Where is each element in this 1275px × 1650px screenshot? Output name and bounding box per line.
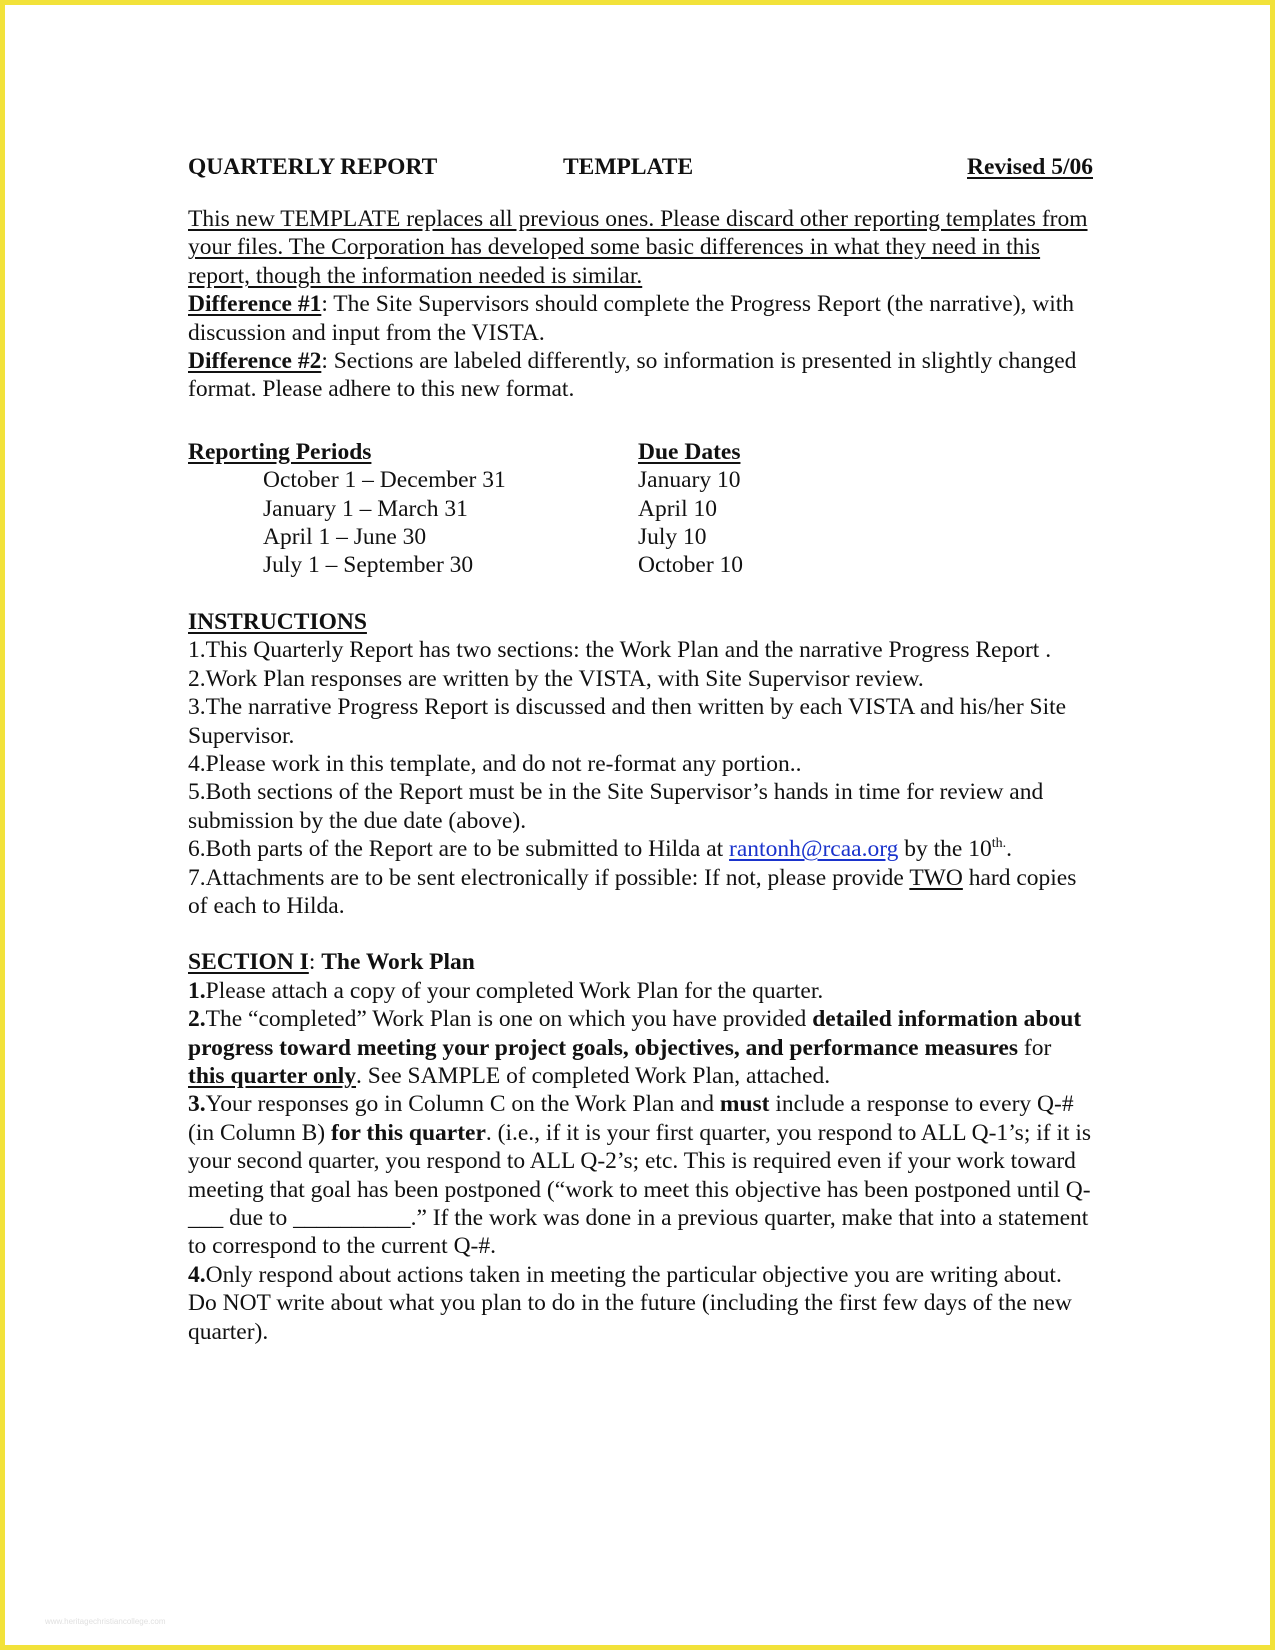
item-text: Only respond about actions taken in meeting the particular objective you are writing about. Do NOT write about what you plan to do in the future (including the first few days of the new quarter).: [188, 1261, 1072, 1345]
section-1-colon: :: [308, 949, 322, 976]
template-label: TEMPLATE: [563, 154, 694, 180]
item-emphasis-underline: this quarter only: [188, 1062, 356, 1089]
report-header: [188, 153, 1093, 183]
instruction-6-text: 6.Both parts of the Report are to be submitted to Hilda at: [188, 836, 730, 863]
instruction-7-text: 7.Attachments are to be sent electronically if possible: If not, please provide: [188, 864, 910, 891]
difference-2-text: : Sections are labeled differently, so information is presented in slightly changed format. Please adhere to this new format.: [188, 348, 1077, 403]
instruction-item: [188, 864, 1093, 921]
ordinal-superscript: th.: [991, 836, 1007, 852]
instruction-6-suffix: by the 10: [898, 836, 992, 863]
section-1-item: [188, 1005, 1093, 1090]
watermark-text: www.heritagechristiancollege.com: [45, 1617, 166, 1626]
period-row: July 1 – September 30: [263, 552, 474, 579]
section-1-item: [188, 977, 1093, 1005]
item-emphasis: for this quarter: [330, 1119, 486, 1146]
difference-2: [188, 347, 1093, 404]
reporting-periods-column: [188, 438, 638, 580]
instructions-heading: INSTRUCTIONS: [188, 608, 367, 635]
due-date-row: January 10: [638, 467, 741, 494]
section-1-title: The Work Plan: [321, 949, 475, 976]
report-title: QUARTERLY REPORT: [188, 154, 438, 180]
item-number: 2.: [188, 1006, 206, 1033]
difference-1: [188, 290, 1093, 347]
item-text: Your responses go in Column C on the Work Plan and: [205, 1091, 720, 1118]
item-number: 3.: [188, 1091, 206, 1118]
item-text: Please attach a copy of your completed Work Plan for the quarter.: [205, 977, 824, 1004]
difference-1-label: Difference #1: [188, 291, 322, 318]
instruction-item: [188, 835, 1093, 863]
instruction-item: 4.Please work in this template, and do not re-format any portion..: [188, 750, 802, 777]
item-text: . See SAMPLE of completed Work Plan, attached.: [356, 1062, 831, 1089]
instruction-item: 3.The narrative Progress Report is discussed and then written by each VISTA and his/her Site Supervisor.: [188, 694, 1067, 749]
item-number: 4.: [188, 1261, 206, 1288]
item-text: . (i.e., if it is your first quarter, you respond to ALL Q-1’s; if it is your second quarter, you respond to ALL Q-2’s; etc. This is required even if your work toward meeting that goal has been postponed (“work to meet this objective has been postponed until Q-___ due to __________.” If the work was done in a previous quarter, make that into a statement to correspond to the current Q-#.: [188, 1119, 1092, 1260]
instruction-item: 2.Work Plan responses are written by the VISTA, with Site Supervisor review.: [188, 665, 924, 692]
reporting-periods-header: Reporting Periods: [188, 438, 372, 465]
due-date-row: April 10: [638, 495, 717, 522]
instruction-item: 1.This Quarterly Report has two sections: the Work Plan and the narrative Progress Report .: [188, 637, 1052, 664]
section-1-label: SECTION I: [188, 949, 309, 976]
period-row: January 1 – March 31: [263, 495, 468, 522]
item-emphasis: detailed information about progress toward meeting your project goals, objectives, and performance measures: [188, 1006, 1082, 1061]
period-row: October 1 – December 31: [263, 467, 506, 494]
period-row: April 1 – June 30: [263, 524, 427, 551]
revision-label: Revised 5/06: [967, 154, 1093, 180]
reporting-schedule: [188, 438, 1093, 580]
instruction-item: 5.Both sections of the Report must be in the Site Supervisor’s hands in time for review and submission by the due date (above).: [188, 779, 1044, 834]
item-emphasis: must: [719, 1091, 770, 1118]
due-date-row: October 10: [638, 552, 744, 579]
difference-2-label: Difference #2: [188, 348, 322, 375]
email-link[interactable]: rantonh@rcaa.org: [729, 836, 899, 863]
document-body: [188, 153, 1093, 1346]
due-date-row: July 10: [638, 524, 707, 551]
due-dates-header: Due Dates: [638, 438, 741, 465]
difference-1-text: : The Site Supervisors should complete the Progress Report (the narrative), with discussion and input from the VISTA.: [188, 291, 1075, 346]
section-1-item: [188, 1090, 1093, 1260]
item-number: 1.: [188, 977, 206, 1004]
instruction-7-suffix: hard copies of each to Hilda.: [188, 864, 1077, 919]
item-text: for: [1018, 1034, 1052, 1061]
section-1-body: [188, 977, 1093, 1346]
instruction-6-end: .: [1006, 836, 1012, 863]
instruction-7-emphasis: TWO: [909, 864, 963, 891]
section-1-heading: [188, 948, 1093, 976]
intro-block: [188, 205, 1093, 404]
instructions-list: [188, 636, 1093, 920]
item-text: The “completed” Work Plan is one on which you have provided: [205, 1006, 813, 1033]
section-1-item: [188, 1261, 1093, 1346]
intro-text: This new TEMPLATE replaces all previous ones. Please discard other reporting templates from your files. The Corporation has developed some basic differences in what they need in this report, though the information needed is similar.: [188, 206, 1088, 289]
item-text: include a response to every Q-# (in Column B): [188, 1091, 1074, 1146]
due-dates-column: [638, 438, 938, 580]
